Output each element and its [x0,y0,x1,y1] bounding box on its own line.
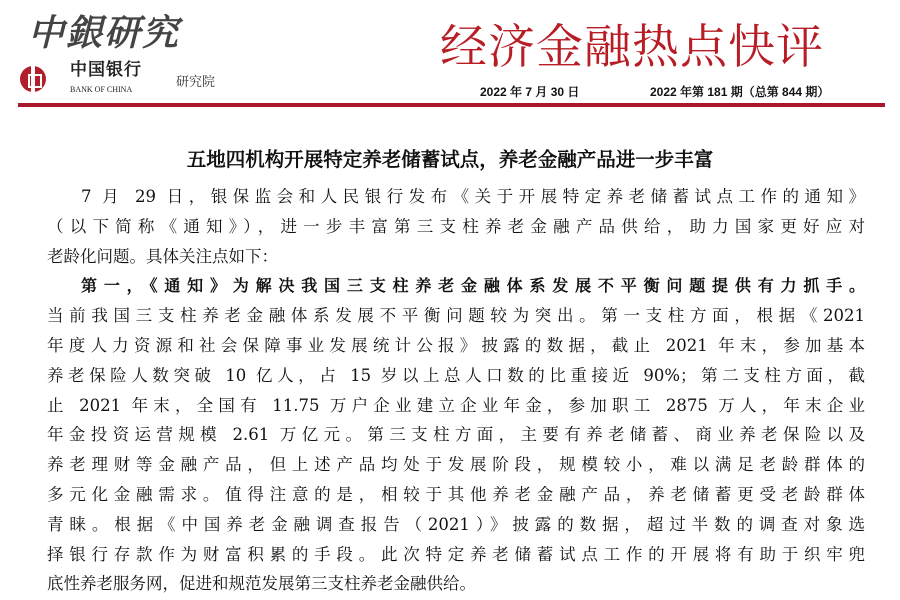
bank-name-cn: 中国银行 [70,60,142,80]
body-line: 老龄化问题。具体关注点如下： [47,246,278,266]
article-title: 五地四机构开展特定养老储蓄试点，养老金融产品进一步丰富 [186,148,714,171]
boc-research-logo: 中銀研究 [28,12,181,54]
publication-title: 经济金融热点快评 [440,20,824,75]
body-line: 底性养老服务网，促进和规范发展第三支柱养老金融供给。 [47,574,476,594]
body-line: （以下简称《通知》），进一步丰富第三支柱养老金融产品供给，助力国家更好应对 [47,216,865,236]
header-divider [18,103,885,107]
body-line: 7 月 29 日，银保监会和人民银行发布《关于开展特定养老储蓄试点工作的通知》 [81,187,865,206]
body-line: 止 2021 年末，全国有 11.75 万户企业建立企业年金，参加职工 2875 万人，年末企业 [47,395,865,415]
bank-name-en: BANK OF CHINA [70,85,133,94]
article-body [47,182,865,599]
publish-date: 2022 年 7 月 30 日 [480,85,580,99]
body-line: 多元化金融需求。值得注意的是，相较于其他养老金融产品，养老储蓄更受老龄群体 [47,484,865,504]
body-line: 青睐。根据《中国养老金融调查报告（2021）》披露的数据，超过半数的调查对象选 [47,514,865,534]
body-line: 年度人力资源和社会保障事业发展统计公报》披露的数据，截止 2021 年末，参加基本 [47,335,865,355]
body-line: 择银行存款作为财富积累的手段。此次特定养老储蓄试点工作的开展将有助于织牢兜 [47,544,865,564]
body-line: 养老保险人数突破 10 亿人，占 15 岁以上总人口数的比重接近 90%；第二支柱方面，截 [47,365,865,385]
body-line: 养老理财等金融产品，但上述产品均处于发展阶段，规模较小，难以满足老龄群体的 [47,455,865,475]
section-heading: 第一，《通知》为解决我国三支柱养老金融体系发展不平衡问题提供有力抓手。 [81,276,865,296]
bank-of-china-emblem-icon [20,66,46,92]
body-line: 年金投资运营规模 2.61 万亿元。第三支柱方面，主要有养老储蓄、商业养老保险以及 [47,425,865,445]
institute-label: 研究院 [176,75,216,90]
issue-number: 2022 年第 181 期（总第 844 期） [650,85,830,99]
body-line: 当前我国三支柱养老金融体系发展不平衡问题较为突出。第一支柱方面，根据《2021 [47,306,865,326]
